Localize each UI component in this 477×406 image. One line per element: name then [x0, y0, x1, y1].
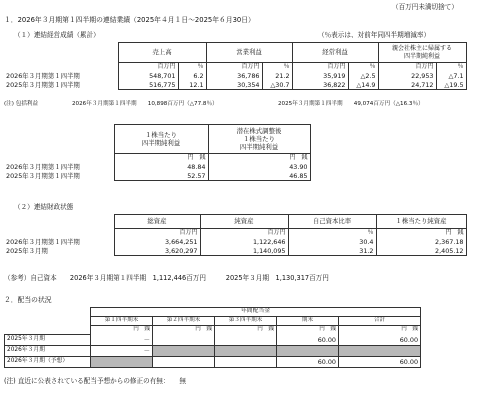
net-income-change: △19.5	[436, 81, 466, 90]
total-dividend: 60.00	[339, 357, 421, 368]
header-annual-dividends: 年間配当金	[91, 308, 421, 317]
year-end-dividend: 60.00	[277, 357, 339, 368]
results-corner	[4, 43, 118, 63]
net-sales-change: 6.2	[178, 72, 206, 81]
position-unit-row-label	[4, 229, 114, 238]
net-sales-change: 12.1	[178, 81, 206, 90]
unit-cell: 円 銭	[376, 229, 466, 238]
q1-dividend: －	[91, 346, 153, 357]
dividends-corner-2	[5, 317, 91, 326]
q2-dividend	[153, 335, 215, 346]
header-q1-end: 第１四半期末	[91, 317, 153, 326]
row-label: 2025年３月期第１四半期	[6, 80, 80, 89]
header-year-end: 期末	[277, 317, 339, 326]
table-row	[4, 163, 310, 172]
header-total-assets: 総資産	[114, 215, 200, 229]
row-label: 2025年３月期	[6, 246, 48, 255]
unit-cell: ％	[348, 63, 378, 72]
unit-cell: ％	[178, 63, 206, 72]
row-label: 2026年３月期第１四半期	[6, 237, 80, 246]
position-title: （２）連結財政状態	[14, 203, 74, 211]
q3-dividend	[215, 357, 277, 368]
net-income-change: △7.1	[436, 72, 466, 81]
header-diluted-eps: 潜在株式調整後 １株当たり 四半期純利益	[208, 125, 310, 154]
row-label: 2025年３月期	[5, 335, 91, 346]
comprehensive-income-label: (注) 包括利益	[4, 101, 39, 107]
header-ordinary-income: 経常利益	[292, 43, 378, 63]
net-assets-value: 1,122,646	[200, 238, 288, 247]
net-sales-value: 516,775	[118, 81, 178, 90]
header-operating-income: 営業利益	[206, 43, 292, 63]
ordinary-income-change: △2.5	[348, 72, 378, 81]
row-label: 2026年３月期	[5, 346, 91, 357]
table-row	[4, 72, 466, 81]
results-unit-row-label	[4, 63, 118, 72]
total-assets-value: 3,664,251	[114, 238, 200, 247]
q1-dividend	[91, 357, 153, 368]
section1-title: １．2026年３月期第１四半期の連結業績（2025年４月１日～2025年６月30日）	[4, 16, 255, 24]
position-corner	[4, 215, 114, 229]
year-end-dividend	[277, 346, 339, 357]
q1-dividend: －	[91, 335, 153, 346]
unit-note: （百万円未満切捨て）	[392, 3, 458, 11]
header-q3-end: 第３四半期末	[215, 317, 277, 326]
unit-cell: 百万円	[206, 63, 262, 72]
operating-income-change: △30.7	[262, 81, 292, 90]
operating-income-change: 21.2	[262, 72, 292, 81]
row-label: 2026年３月期（予想）	[5, 357, 91, 368]
unit-cell: 百万円	[378, 63, 436, 72]
ordinary-income-value: 36,822	[292, 81, 348, 90]
unit-cell: 円 銭	[91, 326, 153, 335]
net-sales-value: 548,701	[118, 72, 178, 81]
unit-cell: ％	[262, 63, 292, 72]
financial-position-table	[4, 214, 467, 256]
comprehensive-income-previous: 2025年３月期第１四半期 49,074百万円（△16.3％）	[278, 101, 424, 107]
unit-cell: 円 銭	[153, 326, 215, 335]
dividend-forecast-note: (注) 直近に公表されている配当予想からの修正の有無： 無	[4, 377, 186, 385]
net-income-value: 22,953	[378, 72, 436, 81]
comprehensive-income-current: 2026年３月期第１四半期 10,898百万円（△77.8％）	[72, 101, 218, 107]
total-dividend: 60.00	[339, 335, 421, 346]
operating-income-value: 36,786	[206, 72, 262, 81]
operating-results-table	[4, 42, 467, 90]
diluted-eps-value: 43.90	[208, 163, 310, 172]
year-end-dividend: 60.00	[277, 335, 339, 346]
unit-cell: 百万円	[114, 229, 200, 238]
ordinary-income-value: 35,919	[292, 72, 348, 81]
dividends-title: ２．配当の状況	[4, 296, 52, 304]
dividends-unit-row-label	[5, 326, 91, 335]
operating-income-value: 30,354	[206, 81, 262, 90]
net-assets-value: 1,140,095	[200, 247, 288, 256]
table-row	[5, 335, 421, 346]
results-change-note: （％表示は、対前年同四半期増減率）	[318, 31, 431, 39]
ordinary-income-change: △14.9	[348, 81, 378, 90]
unit-cell: ％	[288, 229, 376, 238]
header-bps: １株当たり純資産	[376, 215, 466, 229]
unit-cell: 百万円	[200, 229, 288, 238]
unit-cell: 百万円	[292, 63, 348, 72]
q2-dividend	[153, 346, 215, 357]
table-row	[4, 238, 466, 247]
unit-cell: 円 銭	[339, 326, 421, 335]
unit-cell: ％	[436, 63, 466, 72]
header-net-assets: 純資産	[200, 215, 288, 229]
header-net-sales: 売上高	[118, 43, 206, 63]
eps-unit-row-label	[4, 154, 114, 163]
bps-value: 2,367.18	[376, 238, 466, 247]
eps-table	[4, 124, 311, 181]
total-dividend	[339, 346, 421, 357]
q3-dividend	[215, 335, 277, 346]
header-q2-end: 第２四半期末	[153, 317, 215, 326]
header-eps: １株当たり 四半期純利益	[114, 125, 208, 154]
eps-value: 52.57	[114, 172, 208, 181]
diluted-eps-value: 46.85	[208, 172, 310, 181]
unit-cell: 百万円	[118, 63, 178, 72]
q3-dividend	[215, 346, 277, 357]
dividends-corner	[5, 308, 91, 317]
header-total: 合計	[339, 317, 421, 326]
unit-cell: 円 銭	[215, 326, 277, 335]
equity-ratio-value: 30.4	[288, 238, 376, 247]
table-row	[4, 81, 466, 90]
table-row	[5, 346, 421, 357]
total-assets-value: 3,620,297	[114, 247, 200, 256]
results-title: （１）連結経営成績（累計）	[14, 31, 100, 39]
equity-reference: （参考）自己資本 2026年３月期第１四半期 1,112,446百万円 2025年３月期 1,130,317百万円	[4, 274, 329, 282]
table-row	[4, 172, 310, 181]
header-equity-ratio: 自己資本比率	[288, 215, 376, 229]
eps-value: 48.84	[114, 163, 208, 172]
unit-cell: 円 銭	[277, 326, 339, 335]
table-row	[5, 357, 421, 368]
bps-value: 2,405.12	[376, 247, 466, 256]
dividends-table	[4, 307, 421, 368]
row-label: 2026年３月期第１四半期	[6, 162, 80, 171]
unit-cell: 円 銭	[208, 154, 310, 163]
row-label: 2026年３月期第１四半期	[6, 71, 80, 80]
eps-corner	[4, 125, 114, 154]
unit-cell: 円 銭	[114, 154, 208, 163]
table-row	[4, 247, 466, 256]
header-net-income-parent: 親会社株主に帰属する 四半期純利益	[378, 43, 466, 63]
net-income-value: 24,712	[378, 81, 436, 90]
row-label: 2025年３月期第１四半期	[6, 171, 80, 180]
q2-dividend	[153, 357, 215, 368]
equity-ratio-value: 31.2	[288, 247, 376, 256]
